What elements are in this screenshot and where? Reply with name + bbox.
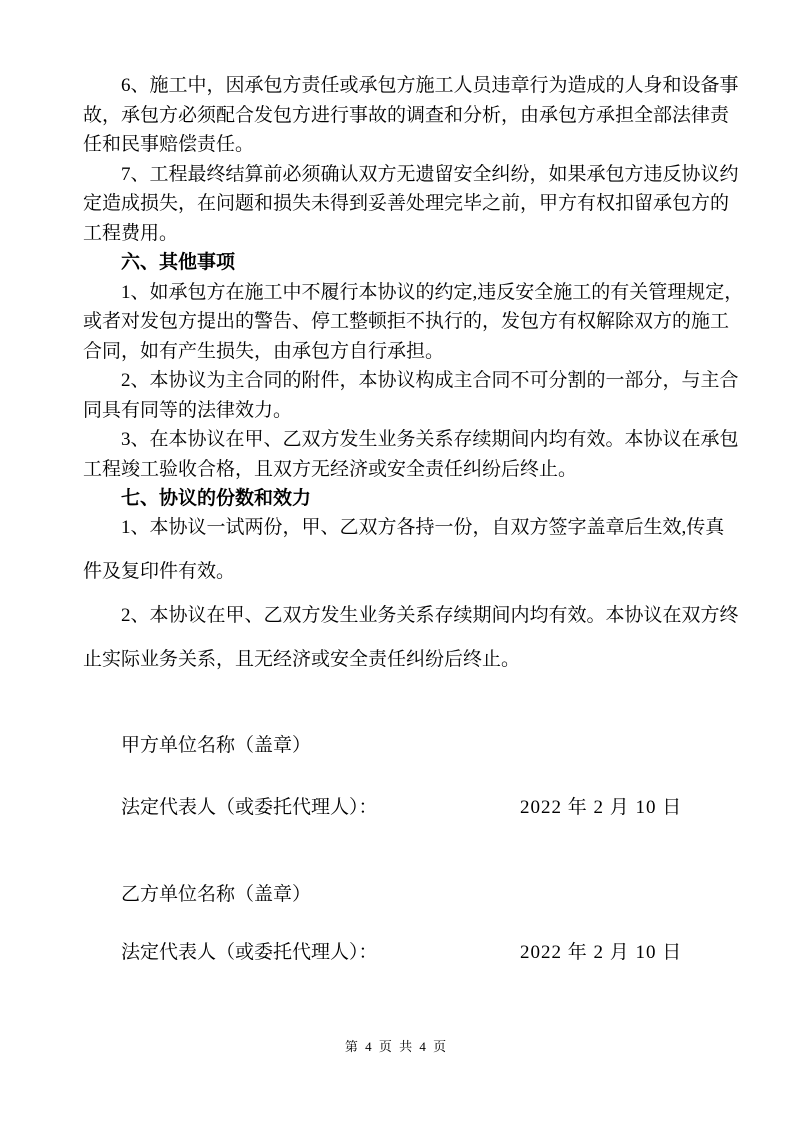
paragraph-line: 7、工程最终结算前必须确认双方无遗留安全纠纷，如果承包方违反协议约	[121, 163, 739, 185]
section-heading-other-matters: 六、其他事项	[121, 252, 236, 273]
paragraph-line: 6、施工中，因承包方责任或承包方施工人员违章行为造成的人身和设备事	[121, 75, 739, 96]
page-number-footer: 第 4 页 共 4 页	[344, 1039, 449, 1054]
paragraph-line: 任和民事赔偿责任。	[83, 134, 255, 155]
party-a-signature-date: 2022 年 2 月 10 日	[520, 796, 683, 818]
paragraph-line: 合同，如有产生损失，由承包方自行承担。	[83, 340, 445, 362]
paragraph-line: 1、本协议一试两份，甲、乙双方各持一份，自双方签字盖章后生效,传真	[121, 516, 725, 538]
party-b-name-label: 乙方单位名称（盖章）	[121, 883, 312, 905]
section-copies-validity-body	[83, 506, 739, 682]
paragraph-line: 工程费用。	[83, 222, 179, 244]
paragraph-line: 故，承包方必须配合发包方进行事故的调查和分析，由承包方承担全部法律责	[83, 104, 730, 126]
party-a-name-label: 甲方单位名称（盖章）	[121, 734, 312, 756]
paragraph-line: 工程竣工验收合格，且双方无经济或安全责任纠纷后终止。	[83, 458, 578, 480]
party-a-representative-row	[83, 793, 713, 823]
section-heading-copies-validity: 七、协议的份数和效力	[121, 488, 312, 509]
party-b-representative-label: 法定代表人（或委托代理人）：	[121, 941, 378, 963]
paragraph-line: 2、本协议为主合同的附件，本协议构成主合同不可分割的一部分，与主合	[121, 370, 739, 391]
paragraph-line: 或者对发包方提出的警告、停工整顿拒不执行的，发包方有权解除双方的施工	[83, 311, 730, 332]
paragraph-line: 件及复印件有效。	[83, 560, 236, 582]
party-b-signature-date: 2022 年 2 月 10 日	[520, 941, 683, 963]
party-a-representative-label: 法定代表人（或委托代理人）：	[121, 796, 378, 818]
paragraph-line: 定造成损失，在问题和损失未得到妥善处理完毕之前，甲方有权扣留承包方的	[83, 193, 730, 214]
paragraph-line: 2、本协议在甲、乙双方发生业务关系存续期间内均有效。本协议在双方终	[121, 604, 739, 626]
paragraph-line: 3、在本协议在甲、乙双方发生业务关系存续期间内均有效。本协议在承包	[121, 429, 739, 450]
paragraph-line: 同具有同等的法律效力。	[83, 399, 293, 421]
paragraph-line: 止实际业务关系，且无经济或安全责任纠纷后终止。	[83, 648, 521, 670]
party-b-representative-row	[83, 938, 713, 968]
paragraph-line: 1、如承包方在施工中不履行本协议的约定,违反安全施工的有关管理规定，	[121, 281, 744, 303]
